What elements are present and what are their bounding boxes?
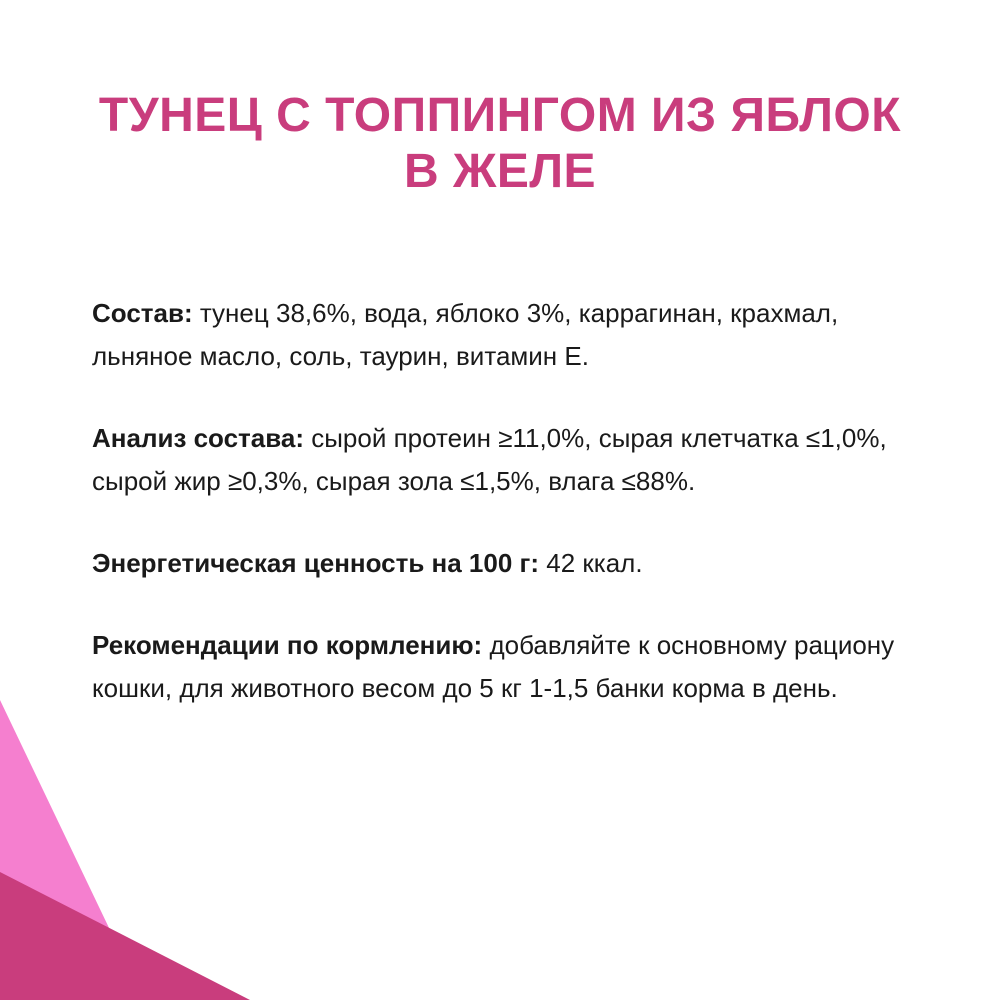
corner-decoration: [0, 700, 260, 1000]
composition-label: Состав:: [92, 298, 193, 328]
feeding-text: добавляйте к основному рациону кошки, для животного весом до 5 кг 1-1,5 банки корма в день.: [92, 630, 895, 703]
composition-text: тунец 38,6%, вода, яблоко 3%, каррагинан, крахмал, льняное масло, соль, таурин, витамин Е.: [92, 298, 839, 371]
feeding-label: Рекомендации по кормлению:: [92, 630, 483, 660]
feeding-paragraph: [92, 624, 912, 710]
energy-paragraph: [92, 542, 912, 585]
energy-label: Энергетическая ценность на 100 г:: [92, 548, 540, 578]
product-title-line-2: В ЖЕЛЕ: [403, 145, 597, 198]
analysis-paragraph: [92, 417, 912, 503]
decor-dark-triangle: [0, 872, 250, 1000]
product-title: [60, 88, 940, 200]
analysis-text: сырой протеин ≥11,0%, сырая клетчатка ≤1,0%, сырой жир ≥0,3%, сырая зола ≤1,5%, влага ≤88%.: [92, 423, 887, 496]
energy-text: 42 ккал.: [539, 548, 643, 578]
product-title-line-1: ТУНЕЦ С ТОППИНГОМ ИЗ ЯБЛОК: [98, 89, 902, 142]
product-details: [92, 292, 912, 710]
analysis-label: Анализ состава:: [92, 423, 304, 453]
composition-paragraph: [92, 292, 912, 378]
